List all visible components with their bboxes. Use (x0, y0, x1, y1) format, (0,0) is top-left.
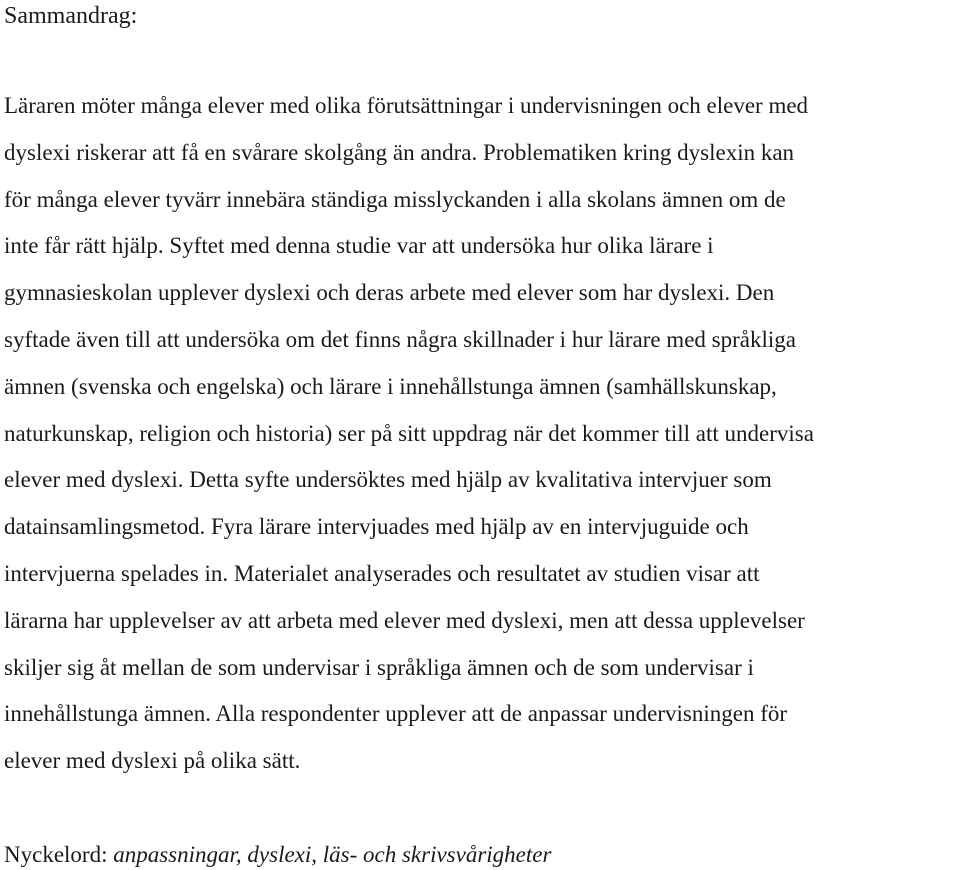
keywords-label: Nyckelord: (4, 842, 114, 867)
abstract-line: elever med dyslexi. Detta syfte undersöktes med hjälp av kvalitativa intervjuer som (4, 467, 772, 493)
abstract-line: för många elever tyvärr innebära ständiga misslyckanden i alla skolans ämnen om de (4, 186, 786, 212)
abstract-line: syftade även till att undersöka om det finns några skillnader i hur lärare med språkliga (4, 326, 796, 352)
abstract-line: dyslexi riskerar att få en svårare skolgång än andra. Problematiken kring dyslexin kan (4, 139, 795, 165)
keywords-terms: anpassningar, dyslexi, läs- och skrivsvårigheter (113, 842, 552, 867)
abstract-line: datainsamlingsmetod. Fyra lärare intervjuades med hjälp av en intervjuguide och (4, 514, 749, 540)
abstract-line: inte får rätt hjälp. Syftet med denna studie var att undersöka hur olika lärare i (4, 233, 714, 259)
section-heading: Sammandrag: (4, 3, 138, 29)
abstract-line: elever med dyslexi på olika sätt. (4, 748, 301, 774)
abstract-line: gymnasieskolan upplever dyslexi och deras arbete med elever som har dyslexi. Den (4, 280, 775, 306)
abstract-line: intervjuerna spelades in. Materialet analyserades och resultatet av studien visar att (4, 560, 760, 586)
abstract-line: ämnen (svenska och engelska) och lärare i innehållstunga ämnen (samhällskunskap, (4, 373, 777, 399)
abstract-line: Läraren möter många elever med olika förutsättningar i undervisningen och elever med (4, 93, 809, 118)
abstract-line: innehållstunga ämnen. Alla respondenter upplever att de anpassar undervisningen för (4, 701, 788, 727)
abstract-line: naturkunskap, religion och historia) ser på sitt uppdrag när det kommer till att undervisa (4, 420, 814, 446)
keywords-line (4, 840, 551, 870)
abstract-paragraph (4, 83, 814, 785)
abstract-line: lärarna har upplevelser av att arbeta med elever med dyslexi, men att dessa upplevelser (4, 607, 805, 633)
abstract-line: skiljer sig åt mellan de som undervisar i språkliga ämnen och de som undervisar i (4, 654, 754, 680)
